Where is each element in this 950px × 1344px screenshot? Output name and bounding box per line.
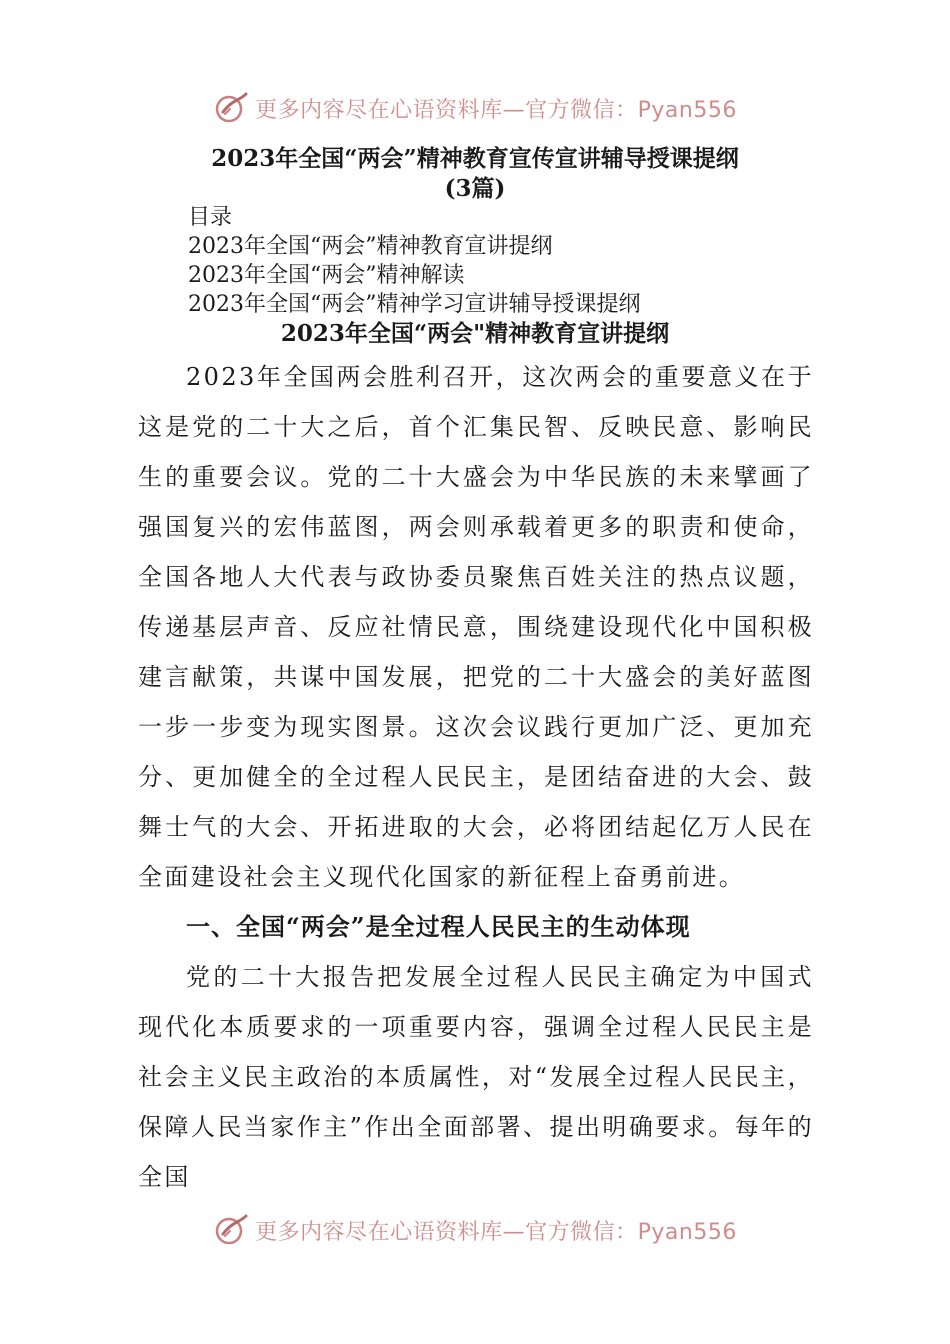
section-heading: 一、全国“两会”是全过程人民民主的生动体现 xyxy=(186,912,691,941)
section-title: 2023年全国“两会"精神教育宣讲提纲 xyxy=(280,320,670,347)
brush-logo-icon xyxy=(213,90,249,126)
body-paragraph: 党的二十大报告把发展全过程人民民主确定为中国式现代化本质要求的一项重要内容，强调全过程人民民主是社会主义民主政治的本质属性，对“发展全过程人民民主，保障人民当家作主”作出全面部署、提出明确要求。每年的全国 xyxy=(138,963,814,1191)
toc-item: 2023年全国“两会”精神教育宣讲提纲 xyxy=(188,234,553,259)
table-of-contents xyxy=(188,203,640,319)
document-title: 2023年全国“两会”精神教育宣传宣讲辅导授课提纲 xyxy=(211,145,739,172)
toc-item: 2023年全国“两会”精神学习宣讲辅导授课提纲 xyxy=(188,292,641,317)
header-watermark xyxy=(0,88,950,128)
toc-item: 2023年全国“两会”精神解读 xyxy=(188,263,465,288)
brush-logo-icon xyxy=(213,1212,249,1248)
footer-watermark xyxy=(0,1210,950,1250)
body-paragraph: 2023年全国两会胜利召开，这次两会的重要意义在于这是党的二十大之后，首个汇集民智、反映民意、影响民生的重要会议。党的二十大盛会为中华民族的未来擘画了强国复兴的宏伟蓝图，两会则承载着更多的职责和使命，全国各地人大代表与政协委员聚焦百姓关注的热点议题，传递基层声音、反应社情民意，围绕建设现代化中国积极建言献策，共谋中国发展，把党的二十大盛会的美好蓝图一步一步变为现实图景。这次会议践行更加广泛、更加充分、更加健全的全过程人民民主，是团结奋进的大会、鼓舞士气的大会、开拓进取的大会，必将团结起亿万人民在全面建设社会主义现代化国家的新征程上奋勇前进。 xyxy=(138,363,814,891)
watermark-text: 更多内容尽在心语资料库—官方微信：Pyan556 xyxy=(255,97,737,123)
document-title-count: (3篇) xyxy=(444,175,506,202)
toc-heading: 目录 xyxy=(188,205,233,230)
watermark-text: 更多内容尽在心语资料库—官方微信：Pyan556 xyxy=(255,1219,737,1245)
